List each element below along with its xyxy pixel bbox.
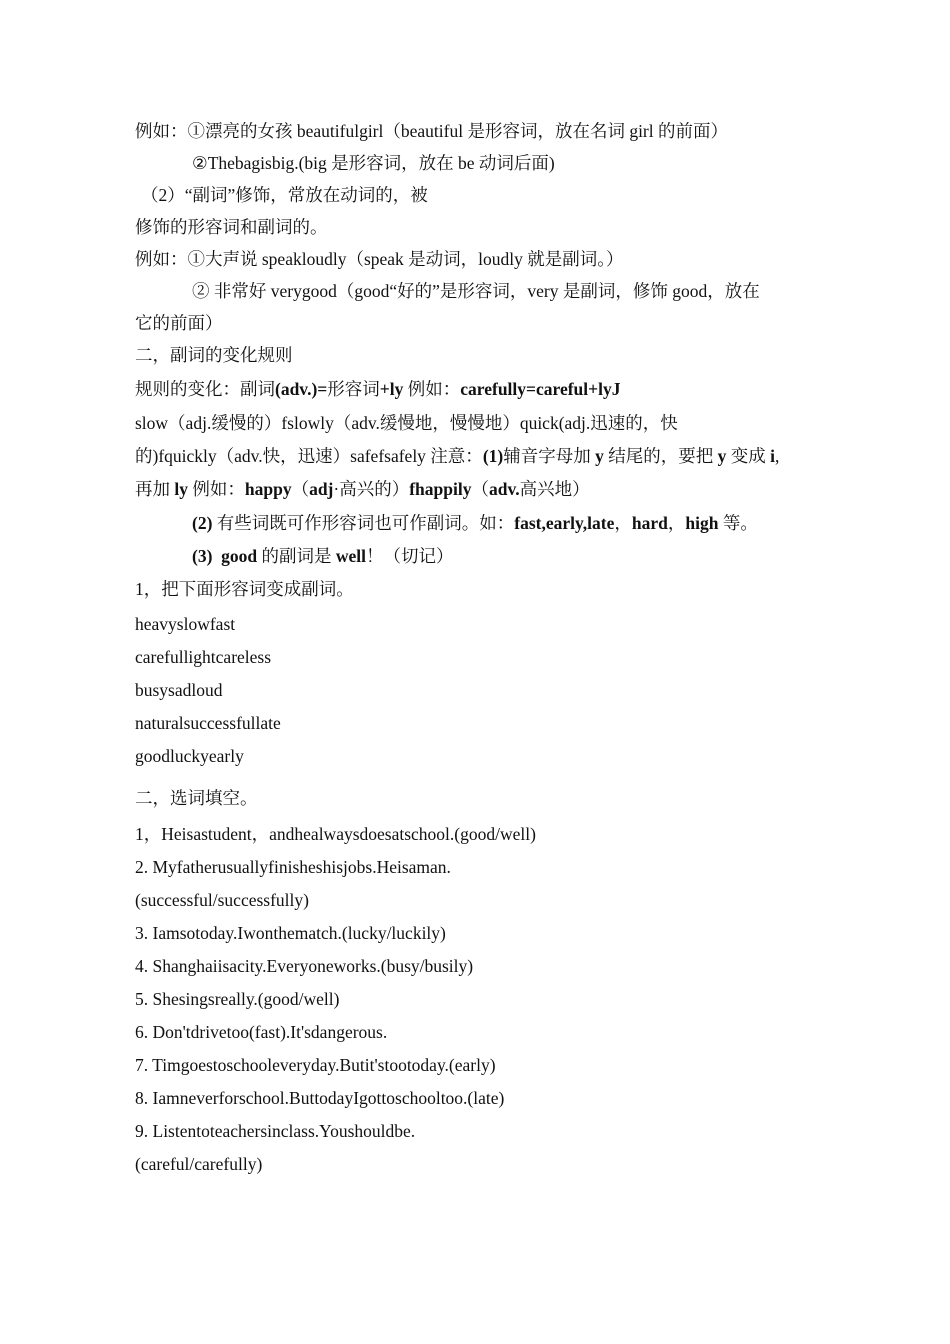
bold: well [335,546,367,566]
text: （ [291,479,310,499]
bold: fhappily [409,479,472,499]
text: ！（切记） [366,546,454,566]
exercise1-title: 1，把下面形容词变成副词。 [135,579,354,599]
bold: adv. [488,479,520,499]
bold: hard [631,513,668,533]
exercise1-row: heavyslowfast [135,614,236,634]
text: 辅音字母加 [503,446,596,466]
rule-text: 形容词 [327,379,380,399]
rule-example: carefully=careful+lyJ [460,379,621,399]
exercise2-item: 8. Iamneverforschool.ButtodayIgottoschooltoo.(late) [135,1088,505,1108]
text: ， [614,513,632,533]
rule-text: 例如： [403,379,461,399]
exercise2-title: 二，选词填空。 [135,788,258,808]
rule-happy-example [135,478,590,500]
text: 有些词既可作形容词也可作副词。如： [212,513,515,533]
bold: high [685,513,719,533]
text: ， [667,513,686,533]
note-3 [192,545,454,567]
text: （ [471,479,489,499]
bold: fast,early,late [514,513,615,533]
rule-formula [135,378,620,400]
bold: good [221,546,258,566]
example-speak-loudly: 例如：①大声说 speakloudly（speak 是动词，loudly 就是副词。） [135,249,624,269]
example-bag-is-big: ②Thebagisbig.(big 是形容词，放在 be 动词后面) [192,153,555,173]
example-very-good-line2: 它的前面） [135,313,223,333]
exercise1-row: busysadloud [135,680,223,700]
note-number: (2) [192,513,213,533]
exercise2-item: 3. Iamsotoday.Iwonthematch.(lucky/luckily) [135,923,446,943]
section-heading-rules: 二，副词的变化规则 [135,345,293,365]
rule-quickly-note [135,445,779,467]
text: , [774,446,780,466]
note-2 [192,512,758,534]
exercise2-item: (successful/successfully) [135,890,309,910]
exercise1-row: goodluckyearly [135,746,244,766]
example-beautiful-girl: 例如：①漂亮的女孩 beautifulgirl（beautiful 是形容词，放在名词 girl 的前面） [135,121,728,141]
letter-y: y [717,446,727,466]
note-number: (1) [482,446,504,466]
text: ·高兴的） [333,479,410,499]
exercise2-item: 9. Listentoteachersinclass.Youshouldbe. [135,1121,416,1141]
bold: adj [309,479,334,499]
text: 的)fquickly（adv.快，迅速）safefsafely 注意： [135,446,483,466]
text: 结尾的，要把 [603,446,718,466]
exercise1-row: naturalsuccessfullate [135,713,281,733]
exercise2-item: 7. Timgoestoschooleveryday.Butit'stootoday.(early) [135,1055,496,1075]
adverb-note-line1: （2）“副词”修饰，常放在动词的，被 [141,185,428,205]
exercise2-item: 6. Don'tdrivetoo(fast).It'sdangerous. [135,1022,388,1042]
adverb-note-line2: 修饰的形容词和副词的。 [135,217,328,237]
rule-adv: (adv.)= [275,379,328,399]
note-number: (3) [192,546,213,566]
text: 等。 [718,513,758,533]
text: 变成 [726,446,771,466]
text: 再加 [135,479,175,499]
bold: happy [244,479,292,499]
exercise2-item: 1，Heisastudent，andhealwaysdoesatschool.(good/well) [135,824,536,844]
example-very-good-line1: ② 非常好 verygood（good“好的”是形容词，very 是副词，修饰 good，放在 [192,281,760,301]
exercise1-row: carefullightcareless [135,647,272,667]
exercise2-item: (careful/carefully) [135,1154,263,1174]
exercise2-item: 5. Shesingsreally.(good/well) [135,989,340,1009]
text: 高兴地） [519,479,590,499]
rule-text: 规则的变化：副词 [135,379,275,399]
exercise2-item: 2. Myfatherusuallyfinisheshisjobs.Heisaman. [135,857,451,877]
rule-slow-quick: slow（adj.缓慢的）fslowly（adv.缓慢地，慢慢地）quick(adj.迅速的，快 [135,413,678,433]
text: 的副词是 [257,546,336,566]
exercise2-item: 4. Shanghaiisacity.Everyoneworks.(busy/busily) [135,956,474,976]
letter-y: y [595,446,604,466]
text: 例如： [188,479,245,499]
rule-ly: +ly [379,379,404,399]
bold: ly [174,479,188,499]
letter-i: i [770,446,775,466]
